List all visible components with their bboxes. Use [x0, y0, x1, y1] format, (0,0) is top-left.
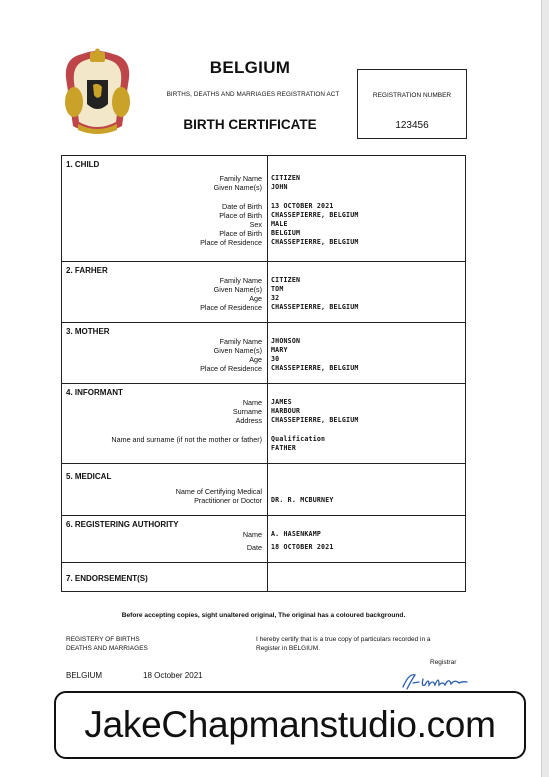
coat-of-arms-icon: [60, 48, 135, 138]
field-label: Place of Residence: [200, 303, 262, 312]
field-label: Name and surname (if not the mother or father): [111, 435, 262, 444]
table-row: [62, 543, 465, 553]
registry-line: DEATHS AND MARRIAGES: [66, 644, 148, 652]
section-heading: 3. MOTHER: [66, 327, 110, 336]
table-row: [62, 416, 465, 426]
field-label: Practitioner or Doctor: [194, 496, 262, 505]
field-label: Place of Residence: [200, 238, 262, 247]
field-value: A. HASENKAMP: [271, 530, 322, 538]
field-value: HARBOUR: [271, 407, 301, 415]
field-value: CHASSEPIERRE, BELGIUM: [271, 238, 359, 246]
field-label: Sex: [249, 220, 262, 229]
section-child: [62, 156, 465, 261]
field-value: CHASSEPIERRE, BELGIUM: [271, 211, 359, 219]
field-value: TOM: [271, 285, 284, 293]
field-label: Given Name(s): [213, 346, 262, 355]
field-value: JOHN: [271, 183, 288, 191]
field-value: 18 OCTOBER 2021: [271, 543, 334, 551]
table-row: [62, 303, 465, 313]
field-label: Name: [242, 530, 262, 539]
certify-line: I hereby certify that is a true copy of particulars recorded in a: [256, 636, 431, 643]
field-label: Given Name(s): [213, 183, 262, 192]
field-label: Place of Residence: [200, 364, 262, 373]
field-label: Place of Birth: [219, 229, 262, 238]
table-row: [62, 238, 465, 248]
field-label: Age: [249, 355, 262, 364]
field-label: Place of Birth: [219, 211, 262, 220]
table-row: [62, 183, 465, 193]
field-label: Age: [249, 294, 262, 303]
section-medical: [62, 463, 465, 515]
field-value: 30: [271, 355, 280, 363]
registrar-signature: [395, 667, 475, 693]
section-informant: [62, 383, 465, 463]
certify-line: Register in BELGIUM.: [256, 644, 320, 652]
section-father: [62, 261, 465, 322]
field-value: MALE: [271, 220, 288, 228]
field-label: Family Name: [219, 276, 262, 285]
field-label: Address: [235, 416, 262, 425]
registration-number: 123456: [395, 120, 429, 131]
field-label: Date of Birth: [222, 202, 262, 211]
registration-label: REGISTRATION NUMBER: [372, 92, 452, 99]
section-registering-authority: [62, 515, 465, 562]
section-heading: 4. INFORMANT: [66, 388, 123, 397]
field-value: 32: [271, 294, 280, 302]
table-row: [62, 530, 465, 540]
section-heading: 7. ENDORSEMENT(S): [66, 574, 148, 583]
table-row: [62, 364, 465, 374]
registrar-label: Registrar: [430, 659, 457, 666]
field-label: Surname: [232, 407, 262, 416]
field-value: CHASSEPIERRE, BELGIUM: [271, 416, 359, 424]
watermark-text: JakeChapmanstudio.com: [84, 704, 496, 745]
qualification-value: FATHER: [271, 444, 297, 452]
field-label: Given Name(s): [213, 285, 262, 294]
field-value: JHONSON: [271, 337, 301, 345]
field-value: CITIZEN: [271, 276, 301, 284]
field-value: JAMES: [271, 398, 292, 406]
issue-date: 18 October 2021: [143, 671, 203, 680]
field-value: 13 OCTOBER 2021: [271, 202, 334, 210]
section-mother: [62, 322, 465, 383]
field-label: Family Name: [219, 337, 262, 346]
table-row: [62, 496, 465, 506]
certification-statement: [256, 636, 431, 653]
section-heading: 6. REGISTERING AUTHORITY: [66, 520, 179, 529]
page-edge: [541, 0, 549, 777]
table-row: [62, 444, 465, 454]
section-heading: 5. MEDICAL: [66, 472, 112, 481]
section-heading: 1. CHILD: [66, 160, 100, 169]
country-title: BELGIUM: [209, 58, 291, 77]
issue-location: BELGIUM: [66, 671, 103, 680]
qualification-title: Qualification: [271, 435, 326, 443]
watermark-banner: [54, 691, 526, 759]
field-value: CHASSEPIERRE, BELGIUM: [271, 303, 359, 311]
certificate-table: [61, 155, 466, 592]
field-label: Family Name: [219, 174, 262, 183]
registration-act: BIRTHS, DEATHS AND MARRIAGES REGISTRATION ACT: [166, 91, 340, 98]
field-label: Name: [242, 398, 262, 407]
field-value: CHASSEPIERRE, BELGIUM: [271, 364, 359, 372]
registration-box: [357, 69, 467, 139]
section-endorsements: [62, 562, 465, 592]
registry-line: REGISTERY OF BIRTHS: [66, 636, 140, 643]
field-value: DR. R. MCBURNEY: [271, 496, 334, 504]
field-label: Date: [246, 543, 262, 552]
document-title: BIRTH CERTIFICATE: [183, 117, 317, 132]
field-value: CITIZEN: [271, 174, 301, 182]
section-heading: 2. FARHER: [66, 266, 108, 275]
field-value: BELGIUM: [271, 229, 301, 237]
footer-note: Before accepting copies, sight unaltered original, The original has a coloured background.: [121, 612, 406, 619]
field-value: MARY: [271, 346, 288, 354]
registry-name: [66, 636, 148, 653]
field-label: Name of Certifying Medical: [175, 487, 262, 496]
